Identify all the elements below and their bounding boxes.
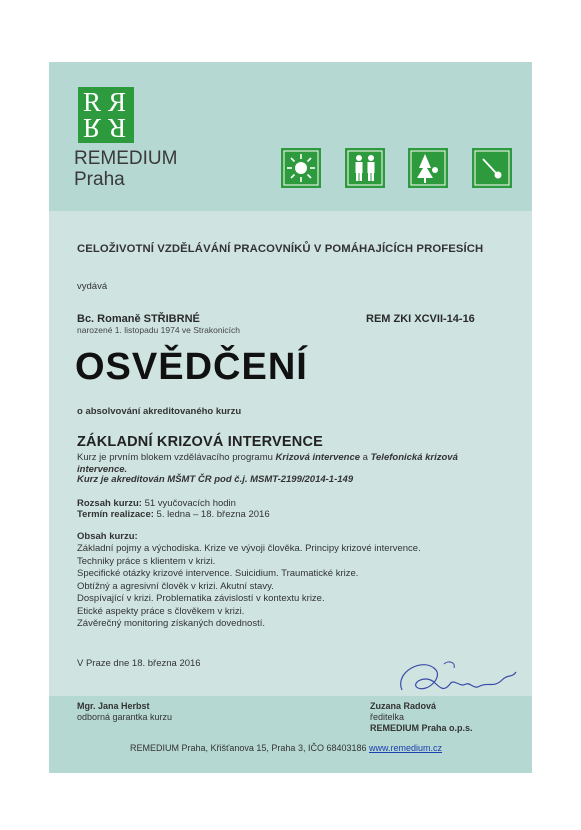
- place-date: V Praze dne 18. března 2016: [77, 658, 201, 669]
- certificate-subtitle: o absolvování akreditovaného kurzu: [77, 406, 242, 417]
- description-and: a: [360, 452, 371, 463]
- guarantor-name: Mgr. Jana Herbst: [77, 701, 150, 711]
- org-name-line: REMEDIUM: [74, 148, 178, 169]
- plant-icon: [472, 148, 512, 188]
- org-city-line: Praha: [74, 169, 125, 190]
- content-item: Dospívající v krizi. Problematika závislostí v kontextu krize.: [77, 593, 325, 604]
- description-program-1: Krizová intervence: [275, 452, 361, 463]
- content-item: Techniky práce s klientem v krizi.: [77, 555, 216, 567]
- director-organization: REMEDIUM Praha o.p.s.: [370, 723, 473, 733]
- accreditation: Kurz je akreditován MŠMT ČR pod č.j. MSMT-2199/2014-1-149: [77, 474, 354, 485]
- content-item: Základní pojmy a východiska. Krize ve vývoji člověka. Principy krizové intervence.: [77, 543, 421, 554]
- guarantor-role: odborná garantka kurzu: [77, 712, 173, 722]
- org-name: [74, 148, 177, 190]
- course-term: [77, 509, 270, 520]
- registration-number: REM ZKI XCVII-14-16: [366, 313, 475, 325]
- website-link[interactable]: www.remedium.cz: [369, 743, 443, 753]
- course-description: [77, 452, 507, 475]
- term-value: 5. ledna – 18. března 2016: [153, 509, 270, 520]
- remedium-logo: R R R R: [78, 87, 134, 143]
- content-item: Závěrečný monitoring získaných dovedností.: [77, 618, 265, 629]
- content-item: Etické aspekty práce s člověkem v krizi.: [77, 605, 245, 617]
- people-icon: [345, 148, 385, 188]
- description-text: Kurz je prvním blokem vzdělávacího programu: [77, 452, 276, 463]
- content-item: Specifické otázky krizové intervence. Suicidium. Traumatické krize.: [77, 568, 359, 579]
- description-program-2: Telefonická krizová intervence.: [77, 452, 458, 475]
- recipient-name: Bc. Romaně STŘIBRNÉ: [77, 313, 200, 325]
- content-item: Obtížný a agresivní člověk v krizi. Akutní stavy.: [77, 580, 274, 592]
- course-name: ZÁKLADNÍ KRIZOVÁ INTERVENCE: [77, 434, 324, 450]
- term-label: Termín realizace:: [77, 509, 154, 520]
- scope-label: Rozsah kurzu:: [77, 498, 142, 509]
- recipient-birth: narozené 1. listopadu 1974 ve Strakonicích: [77, 325, 241, 335]
- sun-icon: [281, 148, 321, 188]
- director-role: ředitelka: [370, 712, 405, 722]
- footer: [130, 743, 442, 753]
- tree-icon: [408, 148, 448, 188]
- certificate-sheet: [49, 62, 532, 773]
- program-heading: CELOŽIVOTNÍ VZDĚLÁVÁNÍ PRACOVNÍKŮ V POMÁHAJÍCÍCH PROFESÍCH: [77, 243, 484, 255]
- content-label: Obsah kurzu:: [77, 531, 138, 542]
- scope-value: 51 vyučovacích hodin: [141, 498, 236, 509]
- director-name: Zuzana Radová: [370, 701, 437, 711]
- footer-address: REMEDIUM Praha, Křišťanova 15, Praha 3, IČO 68403186: [130, 743, 369, 753]
- content-list: [77, 543, 421, 631]
- issues-label: vydává: [77, 281, 108, 292]
- course-scope: [77, 498, 236, 509]
- certificate-title: OSVĚDČENÍ: [75, 346, 308, 388]
